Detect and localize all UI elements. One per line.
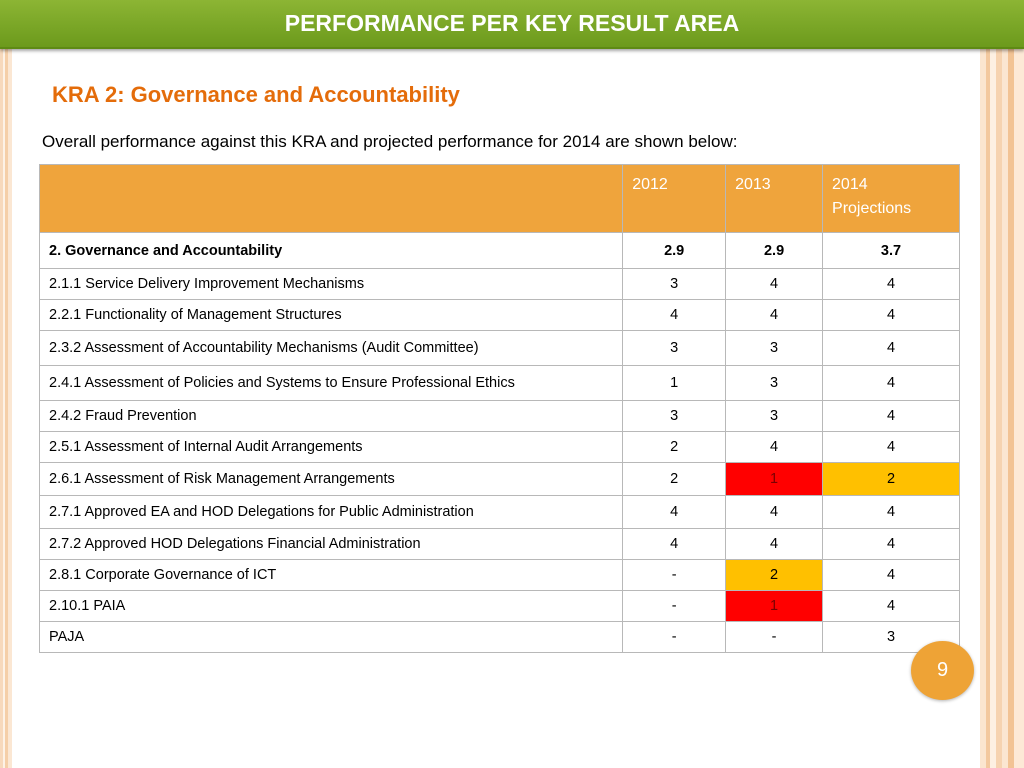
value-2014: 4	[823, 432, 960, 463]
value-2012: 3	[623, 269, 726, 300]
header-cell-2012: 2012	[623, 165, 726, 233]
header-cell-2014: 2014 Projections	[823, 165, 960, 233]
table-row	[40, 432, 960, 463]
value-2012: -	[623, 560, 726, 591]
table-row	[40, 233, 960, 269]
value-2013: 4	[726, 300, 823, 331]
value-2012: 4	[623, 496, 726, 529]
row-label: 2.8.1 Corporate Governance of ICT	[40, 560, 623, 591]
row-label: PAJA	[40, 622, 623, 653]
value-2012: 1	[623, 366, 726, 401]
table-row	[40, 269, 960, 300]
value-2012: -	[623, 622, 726, 653]
value-2012: 2.9	[623, 233, 726, 269]
value-2013: 4	[726, 432, 823, 463]
table-header-row	[40, 165, 960, 233]
performance-table	[39, 164, 960, 653]
row-label: 2.7.2 Approved HOD Delegations Financial Administration	[40, 529, 623, 560]
row-label: 2. Governance and Accountability	[40, 233, 623, 269]
row-label: 2.4.2 Fraud Prevention	[40, 401, 623, 432]
row-label: 2.7.1 Approved EA and HOD Delegations for Public Administration	[40, 496, 623, 529]
table-row	[40, 300, 960, 331]
right-decorative-stripe	[980, 0, 1024, 768]
table-row	[40, 366, 960, 401]
value-2014: 4	[823, 529, 960, 560]
value-2012: 3	[623, 401, 726, 432]
header-cell-2013: 2013	[726, 165, 823, 233]
kra-title: KRA 2: Governance and Accountability	[52, 82, 460, 107]
value-2014: 4	[823, 496, 960, 529]
table-row	[40, 331, 960, 366]
intro-text: Overall performance against this KRA and projected performance for 2014 are shown below:	[42, 132, 738, 151]
value-2014: 3.7	[823, 233, 960, 269]
value-2013: 2.9	[726, 233, 823, 269]
value-2014: 4	[823, 331, 960, 366]
page-number: 9	[936, 659, 949, 681]
value-2013: 3	[726, 401, 823, 432]
header-cell-label	[40, 165, 623, 233]
value-2013-amber-highlight: 2	[726, 560, 823, 591]
value-2013: 3	[726, 366, 823, 401]
value-2014: 4	[823, 269, 960, 300]
value-2013: 4	[726, 269, 823, 300]
value-2014: 3	[823, 622, 960, 653]
table-row	[40, 622, 960, 653]
header-bar	[0, 0, 1024, 49]
value-2014: 4	[823, 366, 960, 401]
row-label: 2.10.1 PAIA	[40, 591, 623, 622]
value-2012: 2	[623, 432, 726, 463]
value-2014: 4	[823, 560, 960, 591]
value-2012: -	[623, 591, 726, 622]
value-2012: 2	[623, 463, 726, 496]
row-label: 2.6.1 Assessment of Risk Management Arrangements	[40, 463, 623, 496]
row-label: 2.5.1 Assessment of Internal Audit Arrangements	[40, 432, 623, 463]
table-row	[40, 529, 960, 560]
value-2013: 3	[726, 331, 823, 366]
value-2012: 4	[623, 529, 726, 560]
value-2013-red-highlight: 1	[726, 591, 823, 622]
value-2013: 4	[726, 496, 823, 529]
value-2014: 4	[823, 300, 960, 331]
table-row	[40, 401, 960, 432]
page-number-badge	[911, 641, 974, 700]
value-2012: 3	[623, 331, 726, 366]
value-2014-amber-highlight: 2	[823, 463, 960, 496]
header-title: PERFORMANCE PER KEY RESULT AREA	[284, 10, 740, 36]
table-row	[40, 560, 960, 591]
row-label: 2.4.1 Assessment of Policies and Systems to Ensure Professional Ethics	[40, 366, 623, 401]
value-2014: 4	[823, 401, 960, 432]
table-row	[40, 463, 960, 496]
row-label: 2.3.2 Assessment of Accountability Mechanisms (Audit Committee)	[40, 331, 623, 366]
value-2014: 4	[823, 591, 960, 622]
value-2013: -	[726, 622, 823, 653]
row-label: 2.1.1 Service Delivery Improvement Mechanisms	[40, 269, 623, 300]
table-row	[40, 496, 960, 529]
value-2013: 4	[726, 529, 823, 560]
value-2012: 4	[623, 300, 726, 331]
table-row	[40, 591, 960, 622]
left-decorative-stripe	[0, 0, 12, 768]
value-2013-red-highlight: 1	[726, 463, 823, 496]
row-label: 2.2.1 Functionality of Management Structures	[40, 300, 623, 331]
